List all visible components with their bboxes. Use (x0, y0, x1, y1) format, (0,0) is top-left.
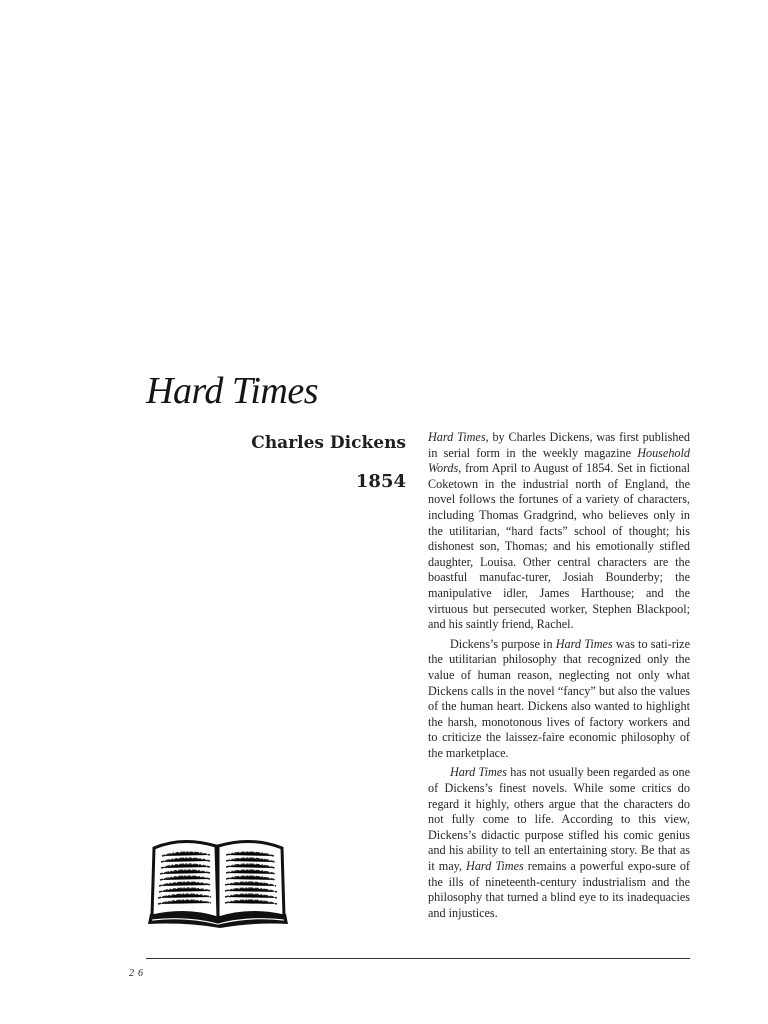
page-number: 26 (129, 968, 147, 979)
intro-paragraph-2 (428, 637, 690, 762)
open-book-icon (146, 836, 290, 932)
page-title: Hard Times (146, 370, 319, 412)
text-run: , by Charles Dickens, was first published in serial form in the weekly magazine (428, 430, 690, 460)
text-run: , from April to August of 1854. Set in fictional Coketown in the industrial north of England, the novel follows the fortunes of a variety of characters, including Thomas Gradgrind, who believes only in the utilitarian, “hard facts” school of thought; his dishonest son, Thomas; and his emotionally stifled daughter, Louisa. Other central characters are the boastful manufac-turer, Josiah Bounderby; the manipulative idler, James Harthouse; and the virtuous but persecuted worker, Stephen Blackpool; and his saintly friend, Rachel. (428, 461, 690, 632)
text-run: was to sati-rize the utilitarian philosophy that recognized only the value of human reason, neglecting not only what Dickens calls in the novel “fancy” but also the values of the human heart. Dickens also wanted to highlight the harsh, monotonous lives of factory workers and to criticize the laissez-faire economic philosophy of the marketplace. (428, 636, 690, 760)
book-title-ref: Hard Times (466, 859, 524, 874)
intro-paragraph-1 (428, 430, 690, 633)
magazine-title-ref: Household Words (428, 445, 690, 476)
book-title-ref: Hard Times (428, 430, 486, 444)
text-run: remains a powerful expo-sure of the ills of nineteenth-century industrialism and the philosophy that turned a blind eye to its inadequacies and injustices. (428, 859, 690, 920)
book-title-ref: Hard Times (555, 636, 613, 651)
text-run: has not usually been regarded as one of Dickens’s finest novels. While some critics do regard it highly, others argue that the characters do not fully come to life. According to this view, Dickens’s didactic purpose stifled his comic genius and his ability to tell an entertaining story. Be that as it may, (428, 765, 690, 874)
publication-year: 1854 (355, 471, 406, 492)
footer-divider (146, 958, 690, 959)
introduction-text (428, 430, 690, 925)
text-run: Dickens’s purpose in (450, 636, 556, 651)
intro-paragraph-3 (428, 765, 690, 921)
author-name: Charles Dickens (251, 433, 406, 453)
book-title-ref: Hard Times (450, 765, 507, 780)
